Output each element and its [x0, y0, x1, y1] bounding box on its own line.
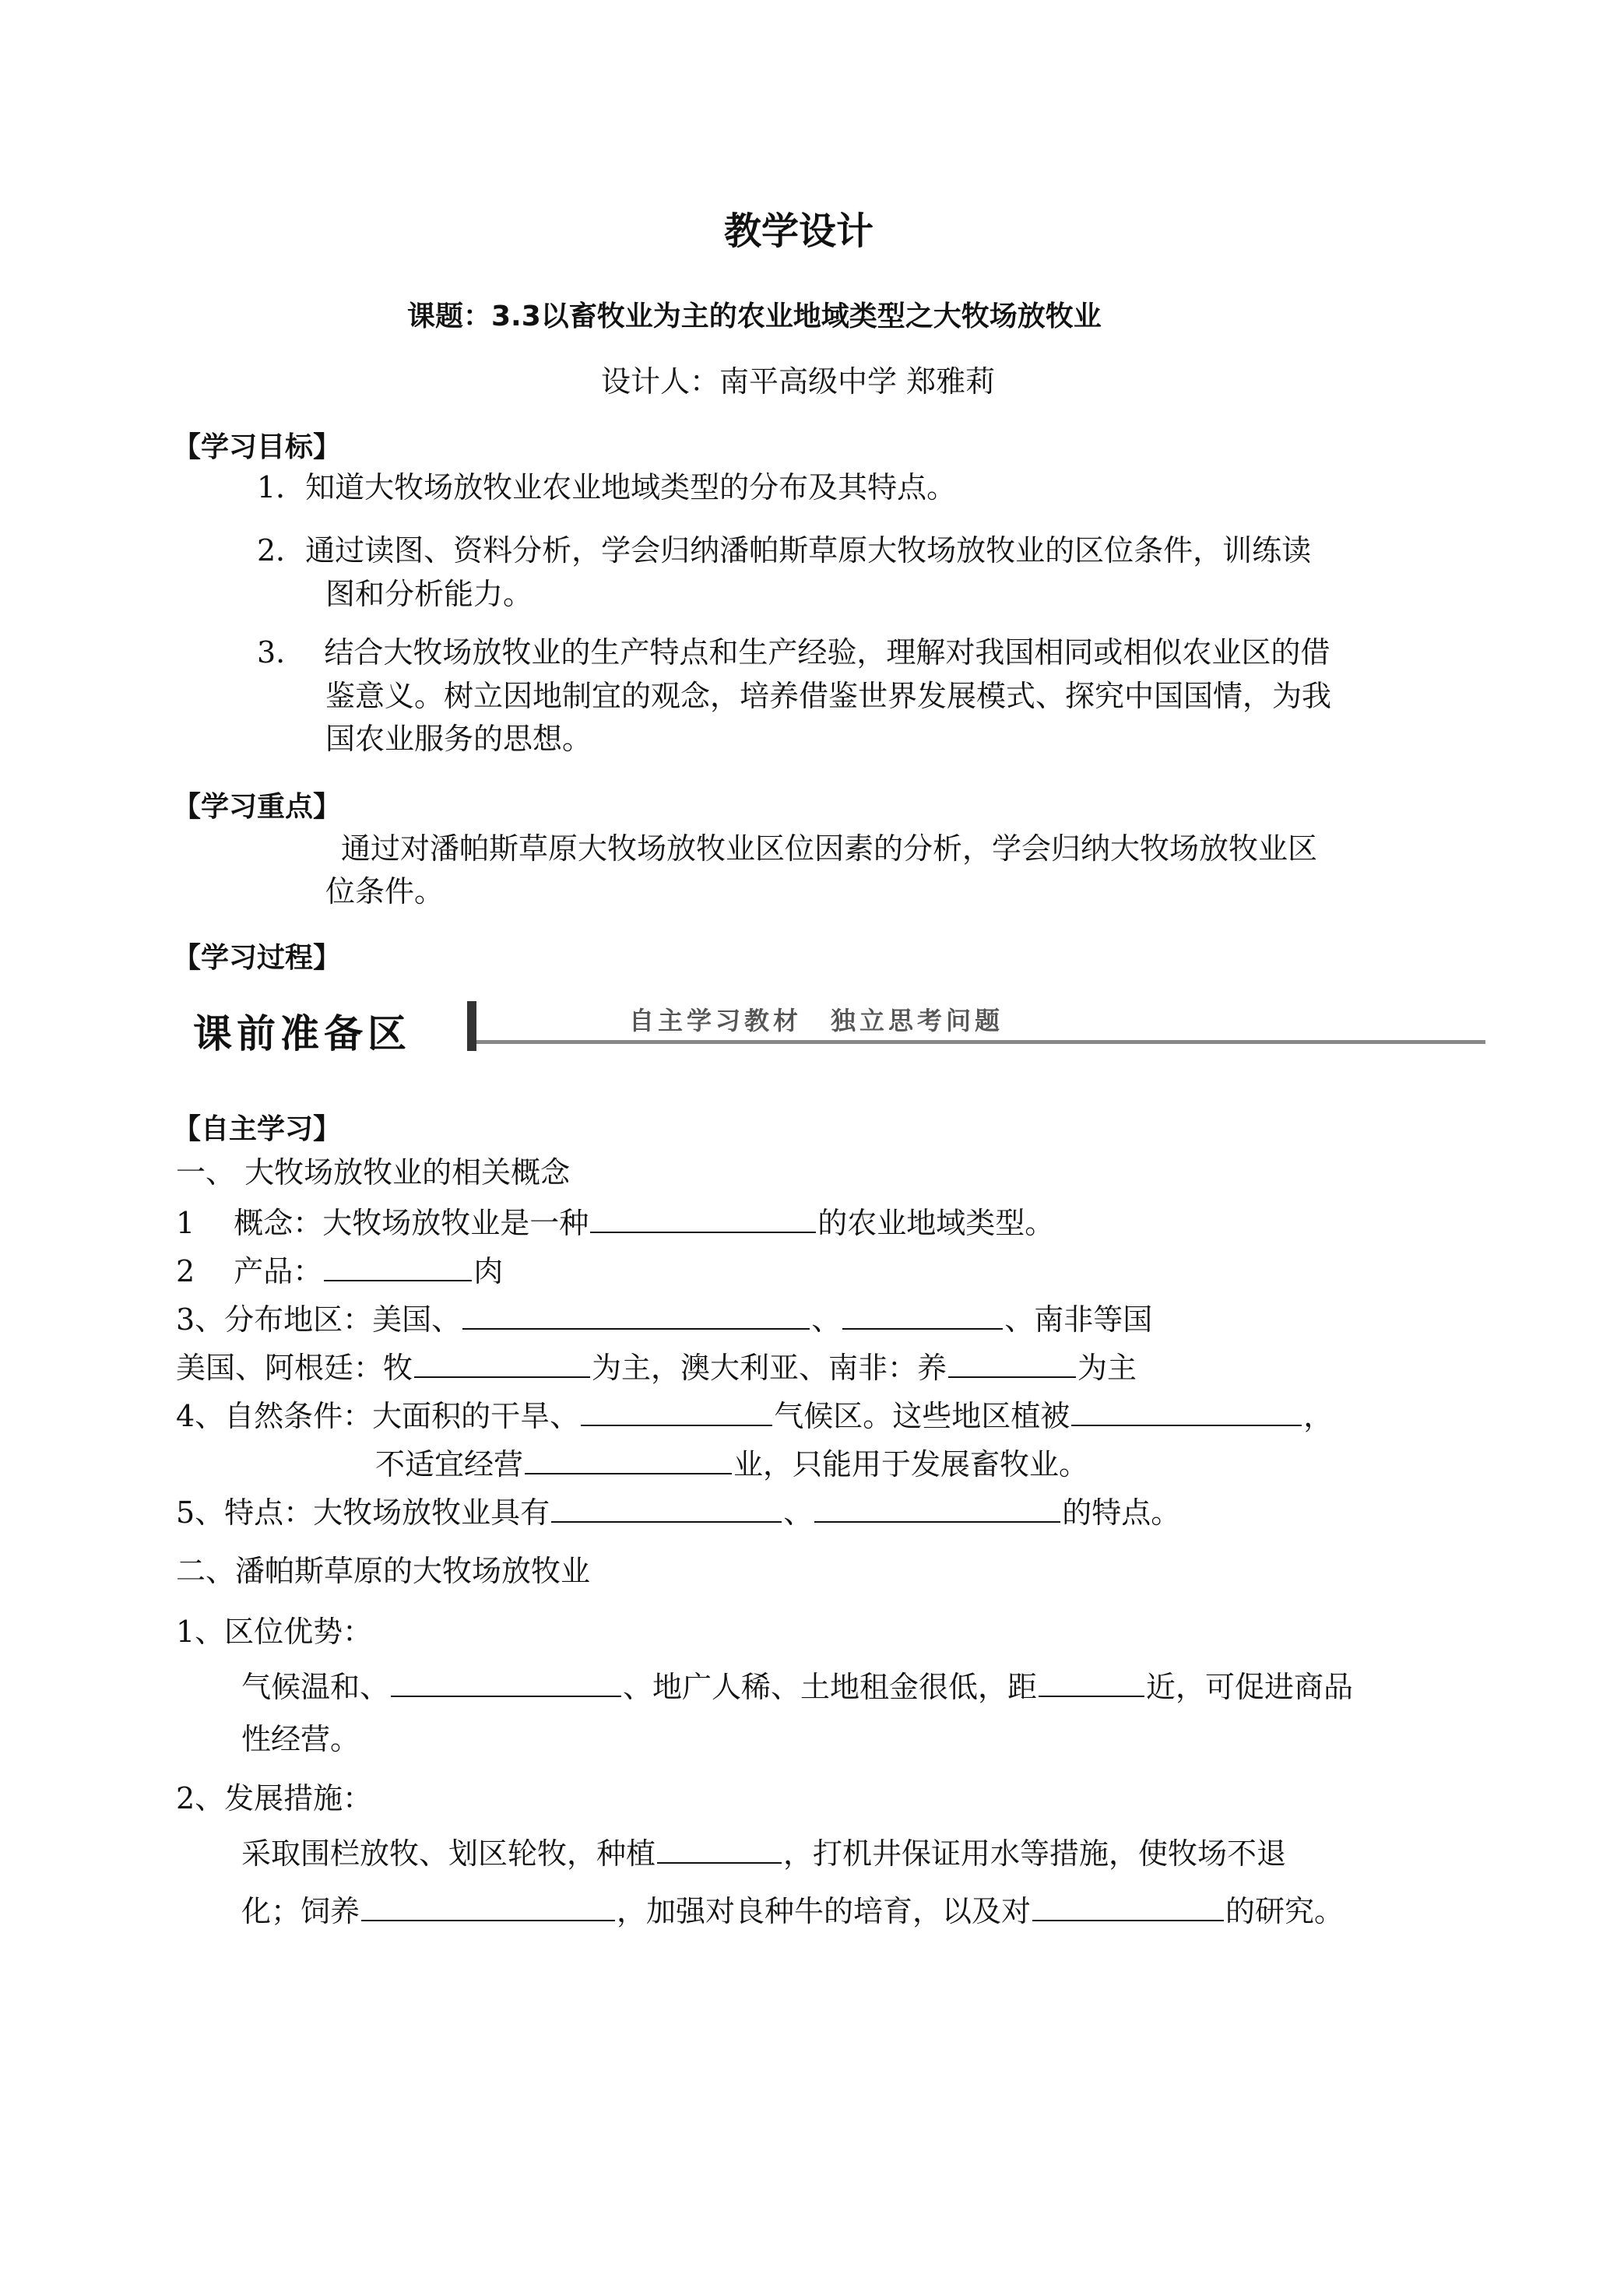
- q3-sub: [176, 1347, 1137, 1386]
- objective-item-3-line-2: 鉴意义。树立因地制宜的观念，培养借鉴世界发展模式、探究中国国情，为我: [325, 679, 1332, 713]
- objective-item-3-line-3: 国农业服务的思想。: [325, 722, 592, 756]
- q4-text-a: 4、自然条件：大面积的干旱、: [176, 1399, 580, 1433]
- adv-text-b: 、地广人稀、土地租金很低，距: [623, 1670, 1038, 1704]
- q4s-text-a: 不适宜经营: [375, 1447, 524, 1481]
- q1-text-a: 1 概念：大牧场放牧业是一种: [176, 1206, 589, 1240]
- meas-text-a: 采取围栏放牧、划区轮牧，种植: [241, 1836, 656, 1871]
- q5-text-a: 5、特点：大牧场放牧业具有: [176, 1495, 550, 1530]
- advantages-line-2: 性经营。: [241, 1722, 360, 1756]
- meas-text-b: ，打机井保证用水等措施，使牧场不退: [783, 1836, 1287, 1871]
- meas-blank-1[interactable]: [657, 1833, 782, 1864]
- banner-bar: [467, 1001, 476, 1051]
- q3-text-a: 3、分布地区：美国、: [176, 1302, 462, 1337]
- page-title: 教学设计: [724, 209, 874, 253]
- part-2-heading: 二、潘帕斯草原的大牧场放牧业: [176, 1554, 591, 1588]
- objectives-heading: 【学习目标】: [173, 431, 342, 463]
- q4-text-b: 气候区。这些地区植被: [774, 1399, 1070, 1433]
- q3s-blank-2[interactable]: [948, 1347, 1076, 1378]
- q1-blank[interactable]: [590, 1202, 816, 1233]
- measures-heading: 2、发展措施：: [176, 1781, 373, 1815]
- q3-distribution: [176, 1299, 1152, 1338]
- q4s-blank[interactable]: [525, 1443, 732, 1474]
- objective-item-2-line-2: 图和分析能力。: [325, 577, 533, 611]
- q1-text-b: 的农业地域类型。: [817, 1206, 1055, 1240]
- q3s-text-b: 为主，澳大利亚、南非：养: [592, 1351, 947, 1385]
- designer-line: 设计人：南平高级中学 郑雅莉: [601, 364, 996, 399]
- q5-text-c: 的特点。: [1062, 1495, 1181, 1530]
- q4-text-c: ，: [1303, 1399, 1334, 1433]
- q5-features: [176, 1492, 1180, 1531]
- q2-product: [176, 1250, 503, 1290]
- meas-blank-3[interactable]: [1032, 1890, 1224, 1921]
- banner-title: 课前准备区: [193, 1011, 411, 1056]
- q3-text-c: 、南非等国: [1004, 1302, 1153, 1337]
- q2-text-b: 肉: [473, 1254, 504, 1288]
- q4-blank-1[interactable]: [581, 1395, 772, 1426]
- objective-item-1: 1．知道大牧场放牧业农业地域类型的分布及其特点。: [257, 470, 957, 504]
- q5-text-b: 、: [783, 1495, 814, 1530]
- advantages-heading: 1、区位优势：: [176, 1615, 373, 1649]
- meas-text-e: 的研究。: [1225, 1894, 1345, 1928]
- adv-text-a: 气候温和、: [241, 1670, 390, 1704]
- adv-blank-1[interactable]: [391, 1666, 621, 1697]
- meas-blank-2[interactable]: [361, 1890, 615, 1921]
- adv-blank-2[interactable]: [1039, 1666, 1144, 1697]
- meas-text-d: ，加强对良种牛的培育，以及对: [617, 1894, 1032, 1928]
- q3-text-b: 、: [811, 1302, 842, 1337]
- keypoints-line-2: 位条件。: [325, 874, 445, 909]
- q3-blank-2[interactable]: [842, 1299, 1003, 1330]
- measures-line-2: [241, 1890, 1344, 1930]
- meas-text-c: 化；饲养: [241, 1894, 360, 1928]
- q2-text-a: 2 产品：: [176, 1254, 323, 1288]
- q3s-blank-1[interactable]: [414, 1347, 590, 1378]
- q4s-text-b: 业，只能用于发展畜牧业。: [733, 1447, 1089, 1481]
- process-heading: 【学习过程】: [173, 942, 342, 974]
- q1-concept: [176, 1202, 1054, 1242]
- part-1-heading: 一、 大牧场放牧业的相关概念: [176, 1155, 571, 1190]
- keypoints-heading: 【学习重点】: [173, 791, 342, 823]
- q4-blank-2[interactable]: [1071, 1395, 1302, 1426]
- q3s-text-a: 美国、阿根廷：牧: [176, 1351, 413, 1385]
- q3s-text-c: 为主: [1077, 1351, 1137, 1385]
- lesson-subtitle: 课题：3.3以畜牧业为主的农业地域类型之大牧场放牧业: [407, 300, 1102, 332]
- self-study-heading: 【自主学习】: [173, 1113, 342, 1145]
- banner-subtitle: 自主学习教材 独立思考问题: [629, 1006, 1004, 1035]
- q2-blank[interactable]: [324, 1250, 472, 1281]
- q4-sub: [375, 1443, 1088, 1483]
- keypoints-line-1: 通过对潘帕斯草原大牧场放牧业区位因素的分析，学会归纳大牧场放牧业区: [341, 831, 1318, 866]
- measures-line-1: [241, 1833, 1286, 1872]
- objective-item-3-line-1: 3. 结合大牧场放牧业的生产特点和生产经验，理解对我国相同或相似农业区的借: [257, 635, 1330, 670]
- objective-item-2-line-1: 2．通过读图、资料分析，学会归纳潘帕斯草原大牧场放牧业的区位条件，训练读: [257, 533, 1312, 568]
- q4-conditions: [176, 1395, 1333, 1435]
- q3-blank-1[interactable]: [462, 1299, 810, 1330]
- banner-rule: [476, 1040, 1485, 1044]
- q5-blank-2[interactable]: [814, 1492, 1060, 1523]
- q5-blank-1[interactable]: [551, 1492, 782, 1523]
- advantages-line-1: [241, 1666, 1353, 1706]
- adv-text-c: 近，可促进商品: [1146, 1670, 1354, 1704]
